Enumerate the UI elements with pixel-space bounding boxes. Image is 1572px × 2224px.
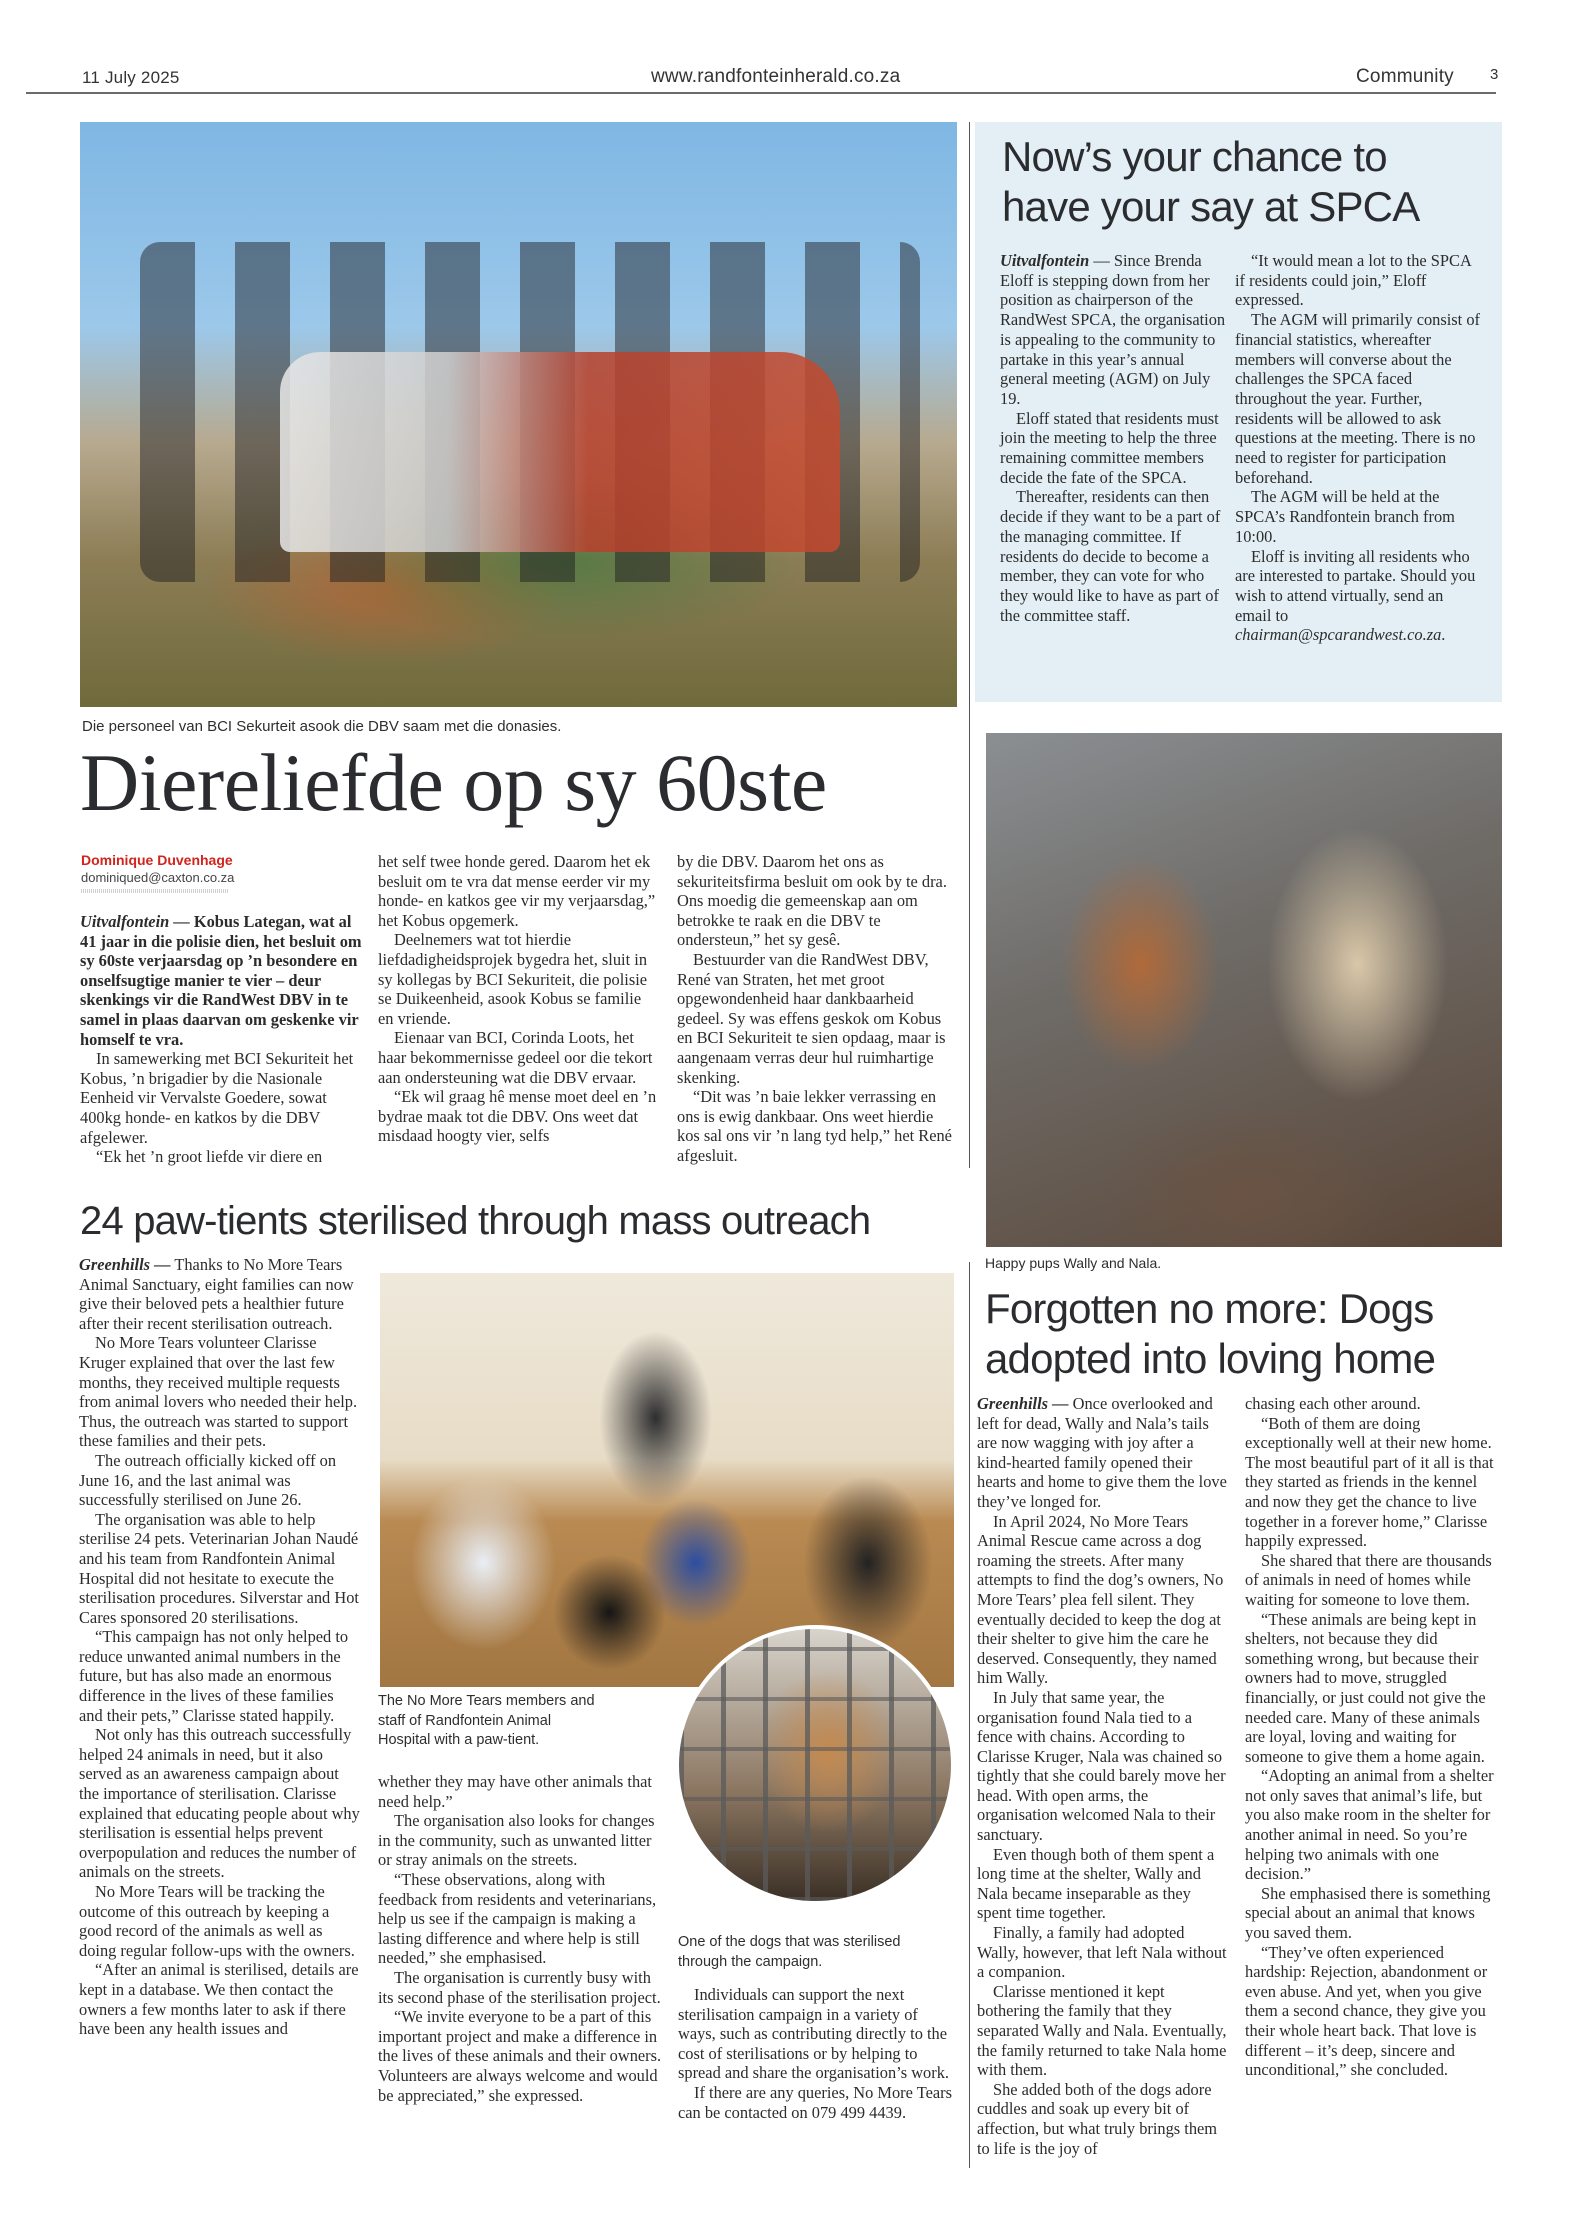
photo-dog-in-cage bbox=[675, 1625, 955, 1905]
page-number: 3 bbox=[1490, 66, 1499, 83]
paragraph: Eienaar van BCI, Corinda Loots, het haar bekommernisse gedeel oor die tekort aan ondersteuning wat die DBV ervaar. bbox=[378, 1028, 653, 1087]
paragraph: In July that same year, the organisation found Nala tied to a fence with chains. According to Clarisse Kruger, Nala was chained so tightly that she could barely move her head. With open arms, the organisation welcomed Nala to their sanctuary. bbox=[977, 1687, 1226, 1845]
paragraph: whether they may have other animals that need help.” bbox=[378, 1772, 652, 1811]
article-col-1-afrikaans bbox=[80, 912, 362, 1167]
paragraph: “It would mean a lot to the SPCA if residents could join,” Eloff expressed. bbox=[1235, 251, 1471, 310]
paragraph: het self twee honde gered. Daarom het ek besluit om te vra dat mense eerder vir my honde- en katkos gee vir my verjaarsdag,” het Kobus opgemerk. bbox=[378, 852, 656, 930]
paragraph: “After an animal is sterilised, details are kept in a database. We then contact the owners a few months later to ask if there have been any health issues and bbox=[79, 1960, 359, 2039]
paragraph: She added both of the dogs adore cuddles and soak up every bit of affection, but what truly brings them to life is the joy of bbox=[977, 2079, 1218, 2158]
email-link[interactable]: chairman@spcarandwest.co.za bbox=[1235, 625, 1442, 645]
column-divider bbox=[969, 122, 970, 1168]
article-col-2-afrikaans bbox=[378, 852, 660, 1146]
paragraph: Individuals can support the next sterilisation campaign in a variety of ways, such as contributing directly to the cost of sterilisations or by helping to spread and share the organisation’s work. bbox=[678, 1985, 949, 2083]
article-col-1-sterilised bbox=[79, 1255, 361, 2039]
paragraph: “Dit was ’n baie lekker verrassing en ons is ewig dankbaar. Ons weet hierdie kos sal ons vir ’n lang tyd help,” het René afgesluit. bbox=[677, 1087, 952, 1165]
photo-caption-team: The No More Tears members and staff of Randfontein Animal Hospital with a paw-tient. bbox=[378, 1693, 595, 1748]
photo-caption-bci: Die personeel van BCI Sekurteit asook die DBV saam met die donasies. bbox=[82, 718, 562, 735]
website-url[interactable]: www.randfonteinherald.co.za bbox=[651, 66, 901, 87]
paragraph: “These observations, along with feedback from residents and veterinarians, help us see if the campaign is making a lasting difference and where help is still needed,” she emphasised. bbox=[378, 1869, 657, 1968]
byline-author: Dominique Duvenhage bbox=[81, 852, 233, 868]
byline bbox=[81, 852, 361, 893]
photo-truck-shape bbox=[280, 352, 840, 552]
paragraph: The AGM will primarily consist of financial statistics, whereafter members will converse about the challenges the SPCA faced throughout the year. Further, residents will be allowed to ask questions at the meeting. There is no need to register for participation beforehand. bbox=[1235, 310, 1480, 487]
lead-paragraph: Once overlooked and left for dead, Wally and Nala’s tails are now wagging with joy after a kind-hearted family opened their hearts and home to give them the love they’ve longed for. bbox=[977, 1394, 1227, 1511]
paragraph: “They’ve often experienced hardship: Rejection, abandonment or even abuse. And yet, when you give them a second chance, they give you their whole heart back. That love is different – it’s deep, sincere and unconditional,” she concluded. bbox=[1245, 1942, 1488, 2080]
article-col-1-spca: Uitvalfontein — Since Brenda Eloff is stepping down from her position as chairperson of the RandWest SPCA, the organisation is appealing to the community to partake in this year’s annual general meeting (AGM) on July 19. Eloff stated that residents must join the meeting to help the three remaining committee members decide the fate of the SPCA. Thereafter, residents can then decide if they want to be a part of the managing committee. If residents do decide to become a member, they can vote for who they would like to have as part of the committee staff. bbox=[1000, 251, 1232, 625]
paragraph: “Both of them are doing exceptionally well at their new home. The most beautiful part of it all is that they started as friends in the kennel and now they get the chance to live together in a forever home,” Clarisse happily expressed. bbox=[1245, 1413, 1494, 1551]
paragraph: In samewerking met BCI Sekuriteit het Kobus, ’n brigadier by die Nasionale Eenheid vir Vervalste Goedere, sowat 400kg honde- en katkos by die DBV afgelewer. bbox=[80, 1049, 354, 1147]
paragraph: Eloff stated that residents must join the meeting to help the three remaining committee members decide the fate of the SPCA. bbox=[1000, 408, 1219, 487]
paragraph: Deelnemers wat tot hierdie liefdadigheidsprojek bygedra het, sluit in sy kollegas by BCI Sekuriteit, die polisie se Duikeenheid, asook Kobus se familie en vriende. bbox=[378, 930, 648, 1028]
paragraph: “We invite everyone to be a part of this important project and make a difference in the lives of these animals and their owners. Volunteers are always welcome and would be appreciated,” she expressed. bbox=[378, 2007, 662, 2105]
paragraph: “This campaign has not only helped to reduce unwanted animal numbers in the future, but has also made an enormous difference in the lives of these families and their pets,” Clarisse stated happily. bbox=[79, 1627, 349, 1725]
dateline: Uitvalfontein — bbox=[80, 912, 190, 931]
paragraph: The outreach officially kicked off on June 16, and the last animal was successfully sterilised on June 26. bbox=[79, 1450, 337, 1510]
paragraph: Thereafter, residents can then decide if they want to be a part of the managing committee. If residents do decide to become a member, they can vote for who they would like to have as part of the committee staff. bbox=[1000, 487, 1221, 625]
paragraph: She emphasised there is something special about an animal that knows you saved them. bbox=[1245, 1883, 1491, 1943]
byline-rule bbox=[81, 889, 229, 893]
photo-no-more-tears-team bbox=[380, 1273, 954, 1687]
paragraph: Bestuurder van die RandWest DBV, René van Straten, het met groot opgewondenheid haar dankbaarheid gedeel. Sy was effens geskok om Kobus en BCI Sekuriteit te sien opdaag, maar is aangenaam verras deur hul ruimhartige skenking. bbox=[677, 949, 946, 1087]
article-col-3-sterilised bbox=[678, 1985, 958, 2122]
paragraph: The AGM will be held at the SPCA’s Randfontein branch from 10:00. bbox=[1235, 487, 1455, 546]
paragraph: No More Tears volunteer Clarisse Kruger explained that over the last few months, they received multiple requests from animal lovers who needed their help. Thus, the outreach was started to support these families and their pets. bbox=[79, 1333, 358, 1451]
lead-paragraph: Kobus Lategan, wat al 41 jaar in die polisie dien, het besluit om sy 60ste verjaarsdag op ’n besondere en onselfsugtige manier te vier – deur skenkings vir die RandWest DBV in te samel in plaas daarvan om geskenke vir homself te vra. bbox=[80, 912, 362, 1049]
paragraph: The organisation was able to help sterilise 24 pets. Veterinarian Johan Naudé and his team from Randfontein Animal Hospital did not hesitate to execute the sterilisation procedures. Silverstar and Hot Cares sponsored 20 sterilisations. bbox=[79, 1509, 359, 1627]
paragraph: “Adopting an animal from a shelter not only saves that animal’s life, but you also make room in the shelter for another animal in need. So you’re helping two animals with one decision.” bbox=[1245, 1766, 1494, 1884]
article-col-3-afrikaans bbox=[677, 852, 959, 1166]
paragraph: Finally, a family had adopted Wally, however, that left Nala without a companion. bbox=[977, 1923, 1227, 1982]
header-rule bbox=[26, 92, 1496, 94]
dateline: Greenhills — bbox=[977, 1394, 1069, 1413]
paragraph: In April 2024, No More Tears Animal Rescue came across a dog roaming the streets. After many attempts to find the dog’s owners, No More Tears’ plea fell silent. They eventually decided to keep the dog at their shelter to give him the care he deserved. Consequently, they named him Wally. bbox=[977, 1511, 1224, 1688]
paragraph: The organisation also looks for changes in the community, such as unwanted litter or stray animals on the streets. bbox=[378, 1811, 655, 1870]
paragraph: Not only has this outreach successfully helped 24 animals in need, but it also served as an awareness campaign about the importance of sterilisation. Clarisse explained that educating people about why sterilisation is essential helps prevent overpopulation and reduces the number of animals on the streets. bbox=[79, 1725, 360, 1882]
photo-caption-cage: One of the dogs that was sterilised through the campaign. bbox=[678, 1934, 901, 1970]
photo-bci-donations bbox=[80, 122, 957, 707]
headline-adopted: Forgotten no more: Dogs adopted into loving home bbox=[985, 1285, 1436, 1382]
article-col-2-spca: “It would mean a lot to the SPCA if residents could join,” Eloff expressed. The AGM will primarily consist of financial statistics, whereafter members will converse about the challenges the SPCA faced throughout the year. Further, residents will be allowed to ask questions at the meeting. There is no need to register for participation beforehand. The AGM will be held at the SPCA’s Randfontein branch from 10:00. Eloff is inviting all residents who are interested to partake. Should you wish to attend virtually, send an email to chairman@spcarandwest.co.za. bbox=[1235, 251, 1480, 645]
section-name: Community bbox=[1356, 66, 1454, 87]
paragraph: “Ek het ’n groot liefde vir diere en bbox=[96, 1147, 323, 1167]
paragraph: The organisation is currently busy with its second phase of the sterilisation project. bbox=[378, 1967, 661, 2007]
article-col-2-sterilised bbox=[378, 1772, 663, 2105]
photo-caption-dogs: Happy pups Wally and Nala. bbox=[985, 1255, 1162, 1271]
article-col-1-adopted bbox=[977, 1394, 1229, 2158]
column-divider-lower bbox=[969, 1262, 970, 2168]
paragraph: No More Tears will be tracking the outcome of this outreach by keeping a good record of the animals as well as doing regular follow-ups with the owners. bbox=[79, 1882, 355, 1960]
article-col-2-adopted bbox=[1245, 1394, 1497, 2080]
paragraph: If there are any queries, No More Tears can be contacted on 079 499 4439. bbox=[678, 2082, 952, 2122]
paragraph: “Ek wil graag hê mense moet deel en ’n bydrae maak tot die DBV. Ons weet dat misdaad hoogty vier, selfs bbox=[378, 1087, 657, 1146]
headline-sterilised: 24 paw-tients sterilised through mass outreach bbox=[80, 1199, 871, 1243]
paragraph: She shared that there are thousands of animals in need of homes while waiting for someone to love them. bbox=[1245, 1550, 1492, 1609]
paragraph: chasing each other around. bbox=[1245, 1394, 1421, 1413]
issue-date: 11 July 2025 bbox=[82, 68, 180, 87]
photo-wally-and-nala bbox=[986, 733, 1502, 1247]
headline-spca: Now’s your chance to have your say at SPCA bbox=[1002, 133, 1420, 230]
headline-dierliefde: Diereliefde op sy 60ste bbox=[80, 737, 827, 828]
lead-paragraph: Thanks to No More Tears Animal Sanctuary, eight families can now give their beloved pets a healthier future after their recent sterilisation outreach. bbox=[79, 1255, 354, 1333]
paragraph: Clarisse mentioned it kept bothering the family that they separated Wally and Nala. Eventually, the family returned to take Nala home with them. bbox=[977, 1981, 1227, 2080]
dateline: Uitvalfontein bbox=[1000, 251, 1090, 270]
paragraph: Even though both of them spent a long time at the shelter, Wally and Nala became inseparable as they spent time together. bbox=[977, 1844, 1215, 1923]
dateline: Greenhills — bbox=[79, 1255, 171, 1274]
lead-paragraph: Since Brenda Eloff is stepping down from her position as chairperson of the RandWest SPCA, the organisation is appealing to the community to partake in this year’s annual general meeting (AGM) on July 19. bbox=[1000, 251, 1226, 408]
byline-email[interactable]: dominiqued@caxton.co.za bbox=[81, 870, 235, 885]
paragraph: by die DBV. Daarom het ons as sekuriteitsfirma besluit om ook by te dra. Ons moedig die gemeenskap aan om betrokke te raak en die DBV te ondersteun,” het sy gesê. bbox=[677, 852, 947, 950]
paragraph: “These animals are being kept in shelters, not because they did something wrong, but because their owners had to move, struggled financially, or just could not give the needed care. Many of these animals are loyal, loving and waiting for someone to give them a home again. bbox=[1245, 1609, 1486, 1766]
